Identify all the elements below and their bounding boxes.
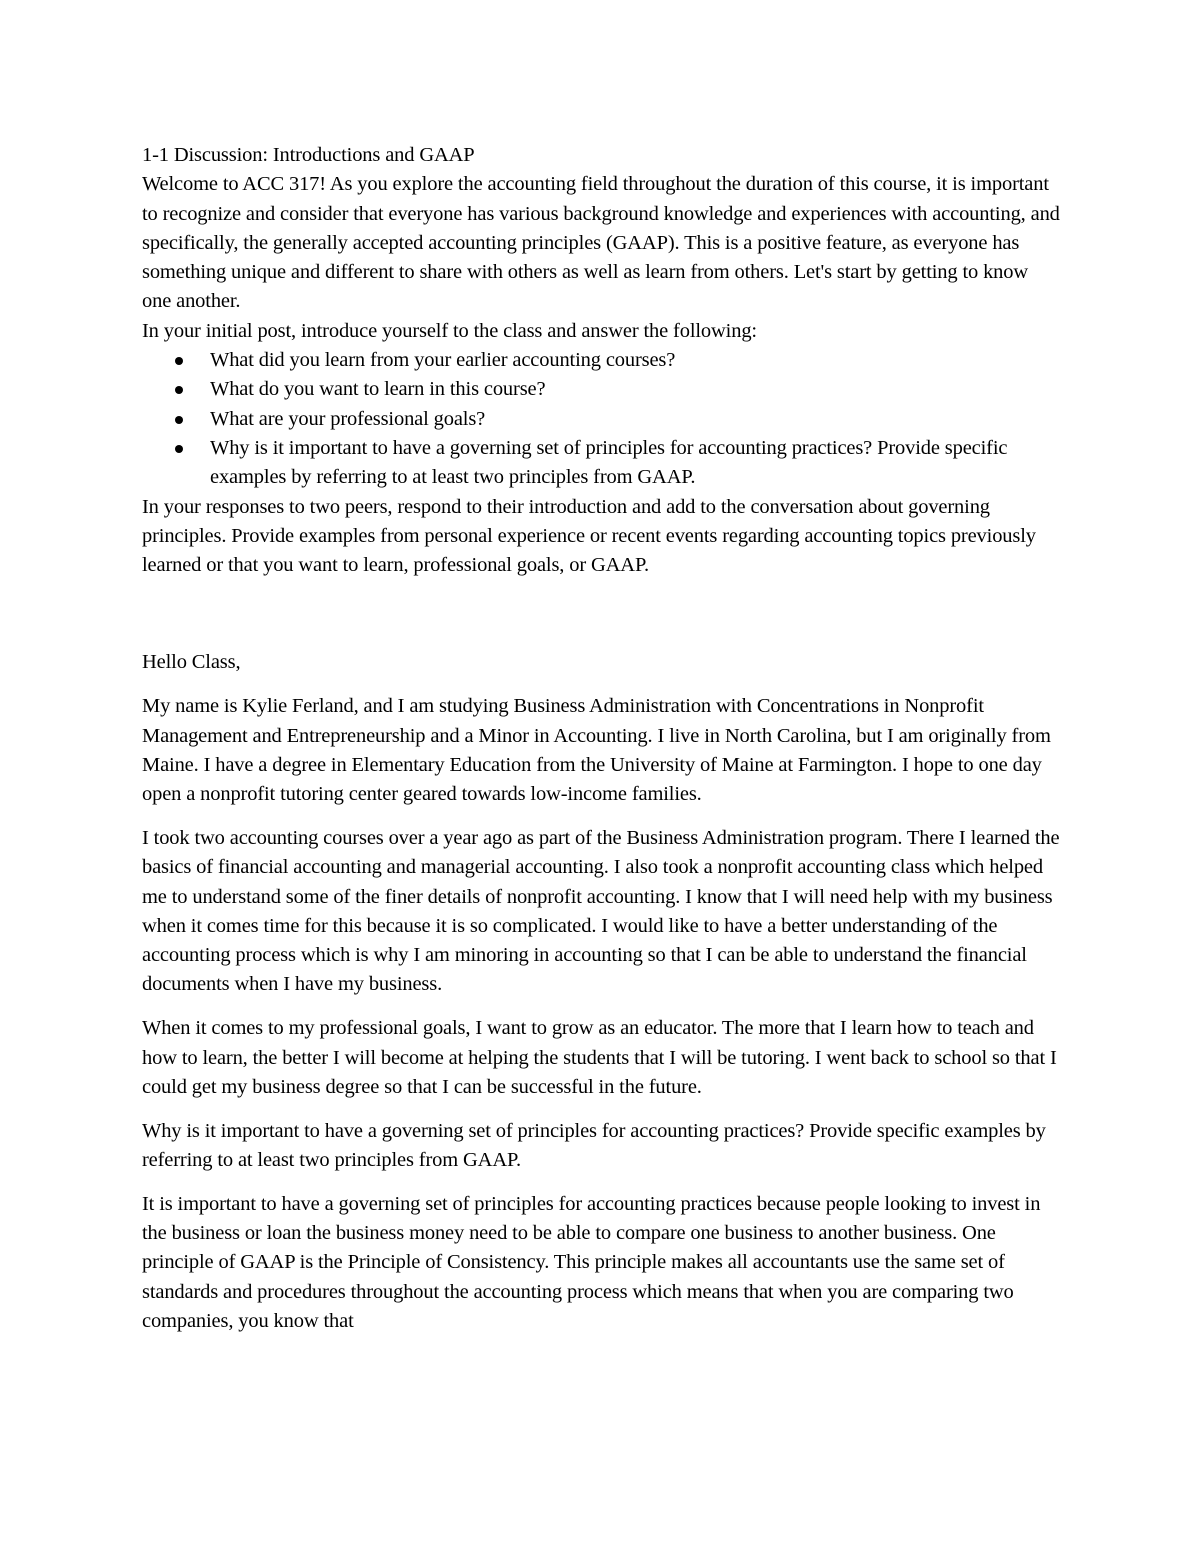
response-paragraph-intro: My name is Kylie Ferland, and I am studying Business Administration with Concentrations in Nonprofit Management and Entrepreneurship and a Minor in Accounting. I live in North Carolina, but I am originally from Maine. I have a degree in Elementary Education from the University of Maine at Farmington. I hope to one day open a nonprofit tutoring center geared towards low-income families. <box>142 695 1051 806</box>
prompt-question: What did you learn from your earlier accounting courses? <box>210 346 1062 375</box>
prompt-instruction: In your initial post, introduce yourself to the class and answer the following: <box>142 319 757 342</box>
response-greeting: Hello Class, <box>142 651 241 674</box>
prompt-intro: Welcome to ACC 317! As you explore the accounting field throughout the duration of this course, it is important to recognize and consider that everyone has various background knowledge and experiences with accounting, and specifically, the generally accepted accounting principles (GAAP). This is a positive feature, as everyone has something unique and different to share with others as well as learn from others. Let's start by getting to know one another. <box>142 173 1060 313</box>
prompt-question: Why is it important to have a governing set of principles for accounting practices? Provide specific examples by referring to at least two principles from GAAP. <box>210 434 1062 493</box>
prompt-question: What do you want to learn in this course? <box>210 375 1062 404</box>
response-paragraph-courses: I took two accounting courses over a year ago as part of the Business Administration program. There I learned the basics of financial accounting and managerial accounting. I also took a nonprofit accounting class which helped me to understand some of the finer details of nonprofit accounting. I know that I will need help with my business when it comes time for this because it is so complicated. I would like to have a better understanding of the accounting process which is why I am minoring in accounting so that I can be able to understand the financial documents when I have my business. <box>142 826 1060 996</box>
section-spacer <box>142 580 1062 648</box>
prompt-question: What are your professional goals? <box>210 405 1062 434</box>
document-title: 1-1 Discussion: Introductions and GAAP <box>142 144 475 166</box>
discussion-response <box>142 648 1062 1336</box>
document-page <box>142 141 1062 1351</box>
responses-instruction: In your responses to two peers, respond to their introduction and add to the conversation about governing principles. Provide examples from personal experience or recent events regarding accounting topics previously learned or that you want to learn, professional goals, or GAAP. <box>142 495 1036 577</box>
response-paragraph-question: Why is it important to have a governing set of principles for accounting practices? Provide specific examples by referring to at least two principles from GAAP. <box>142 1119 1046 1171</box>
response-paragraph-gaap: It is important to have a governing set of principles for accounting practices because people looking to invest in the business or loan the business money need to be able to compare one business to another business. One principle of GAAP is the Principle of Consistency. This principle makes all accountants use the same set of standards and procedures throughout the accounting process which means that when you are comparing two companies, you know that <box>142 1192 1041 1332</box>
prompt-question-list <box>142 346 1062 492</box>
response-paragraph-goals: When it comes to my professional goals, I want to grow as an educator. The more that I learn how to teach and how to learn, the better I will become at helping the students that I will be tutoring. I went back to school so that I could get my business degree so that I can be successful in the future. <box>142 1017 1057 1098</box>
